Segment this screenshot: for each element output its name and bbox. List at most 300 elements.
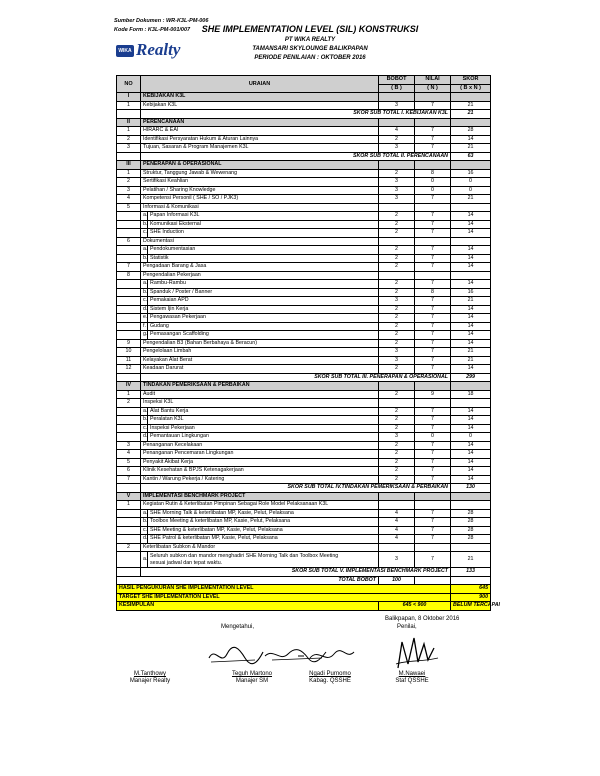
signatory-name: M.Nawaei <box>398 671 426 677</box>
summary-row <box>117 593 491 602</box>
row-value: 7 <box>415 356 451 365</box>
signatory-role: Staf QSSHE <box>395 678 429 684</box>
table-subrow <box>117 220 491 229</box>
row-weight: 2 <box>379 246 415 255</box>
empty-cell <box>451 382 491 391</box>
row-weight: 2 <box>379 254 415 263</box>
subrow-text: Peralatan K3L <box>150 416 184 423</box>
assessor-label: Penilai, <box>397 624 417 630</box>
empty-cell <box>379 161 415 170</box>
subrow-text: SHE Morning Talk & keterlibatan MP, Kasie, Pelut, Pelaksana <box>150 509 294 516</box>
empty-cell <box>117 416 141 425</box>
row-value: 7 <box>415 297 451 306</box>
table-subrow <box>117 518 491 527</box>
place-date: Balikpapan, 8 Oktober 2016 <box>385 616 460 622</box>
row-value: 7 <box>415 229 451 238</box>
row-number: 5 <box>117 203 141 212</box>
row-weight <box>379 399 415 408</box>
subrow-letter: d. <box>141 433 148 442</box>
subrow-description <box>148 229 379 238</box>
known-label: Mengetahui, <box>221 624 255 630</box>
row-score <box>451 501 491 510</box>
table-subrow <box>117 305 491 314</box>
row-weight: 4 <box>379 509 415 518</box>
row-weight: 2 <box>379 322 415 331</box>
row-value: 7 <box>415 475 451 484</box>
row-value: 7 <box>415 518 451 527</box>
row-score <box>451 203 491 212</box>
row-weight: 3 <box>379 186 415 195</box>
empty-cell <box>117 254 141 263</box>
empty-cell <box>117 407 141 416</box>
row-description: Kantin / Warung Pekerja / Katering <box>141 475 379 484</box>
row-score: 14 <box>451 416 491 425</box>
row-value: 7 <box>415 135 451 144</box>
total-weight-row <box>117 576 491 585</box>
subtotal-row <box>117 568 491 577</box>
row-weight: 2 <box>379 331 415 340</box>
subrow-text: Toolbox Meeting & keterlibatan MP, Kasie, Pelut, Pelaksana <box>150 518 291 525</box>
subtotal-label: SKOR SUB TOTAL IV.TINDAKAN PEMERIKSAAN & PERBAIKAN <box>141 484 451 493</box>
signatory <box>382 671 442 684</box>
table-row <box>117 135 491 144</box>
table-row <box>117 450 491 459</box>
table-row <box>117 339 491 348</box>
subrow-text: Seluruh subkon dan mandor menghadiri SHE Morning Talk dan Toolbox Meeting <box>150 552 339 559</box>
summary-value: 900 <box>451 593 491 602</box>
table-row <box>117 390 491 399</box>
subrow-letter: b. <box>141 416 148 425</box>
row-score: 16 <box>451 169 491 178</box>
subrow-text: SHE Induction <box>150 229 184 236</box>
row-value: 7 <box>415 348 451 357</box>
col-nilai: NILAI <box>415 76 451 85</box>
row-weight: 2 <box>379 305 415 314</box>
row-value: 0 <box>415 178 451 187</box>
table-row <box>117 169 491 178</box>
conclusion-comparison: 645 < 900 <box>379 602 451 611</box>
table-row <box>117 348 491 357</box>
col-nilai-sub: ( N ) <box>415 84 451 93</box>
row-score: 28 <box>451 518 491 527</box>
subrow-letter: b. <box>141 254 148 263</box>
subtotal-row <box>117 484 491 493</box>
empty-cell <box>117 110 141 119</box>
row-description: Struktur, Tanggung Jawab & Wewenang <box>141 169 379 178</box>
row-score: 14 <box>451 365 491 374</box>
table-row <box>117 144 491 153</box>
col-bobot: BOBOT <box>379 76 415 85</box>
empty-cell <box>117 518 141 527</box>
row-weight <box>379 237 415 246</box>
row-number: 5 <box>117 458 141 467</box>
subrow-description <box>148 254 379 263</box>
row-score: 14 <box>451 458 491 467</box>
subtotal-row <box>117 152 491 161</box>
subrow-description <box>148 314 379 323</box>
row-value: 7 <box>415 450 451 459</box>
row-score: 14 <box>451 407 491 416</box>
row-weight: 2 <box>379 288 415 297</box>
row-weight: 2 <box>379 475 415 484</box>
row-number: 11 <box>117 356 141 365</box>
signatory-name: Ngadi Purnomo <box>309 671 351 677</box>
signature-1 <box>205 640 265 670</box>
summary-row <box>117 585 491 594</box>
row-value: 7 <box>415 424 451 433</box>
subrow-letter: a. <box>141 407 148 416</box>
project-name: TAMANSARI SKYLOUNGE BALIKPAPAN <box>252 46 368 52</box>
row-value: 7 <box>415 365 451 374</box>
row-value <box>415 203 451 212</box>
row-weight: 2 <box>379 407 415 416</box>
table-subrow <box>117 535 491 544</box>
row-number: 2 <box>117 135 141 144</box>
subrow-description <box>148 212 379 221</box>
subrow-text: Pendokumentasian <box>150 246 196 253</box>
row-score: 0 <box>451 433 491 442</box>
section-title: KEBIJAKAN K3L <box>141 93 379 102</box>
row-number: 9 <box>117 339 141 348</box>
subtotal-score: 133 <box>451 568 491 577</box>
row-value: 7 <box>415 458 451 467</box>
subrow-text: Alat Bantu Kerja <box>150 407 189 414</box>
row-score <box>451 271 491 280</box>
table-subrow <box>117 246 491 255</box>
table-subrow <box>117 212 491 221</box>
row-weight: 2 <box>379 467 415 476</box>
row-description: Pengadaan Barang & Jasa <box>141 263 379 272</box>
subrow-text: Spanduk / Poster / Banner <box>150 288 213 295</box>
table-row <box>117 127 491 136</box>
signatory <box>300 671 360 684</box>
row-weight: 2 <box>379 416 415 425</box>
empty-cell <box>451 118 491 127</box>
table-row <box>117 263 491 272</box>
empty-cell <box>117 509 141 518</box>
row-score: 21 <box>451 144 491 153</box>
row-weight: 2 <box>379 458 415 467</box>
subrow-letter: c. <box>141 526 148 535</box>
signatory-role: Manajer SM <box>235 678 269 684</box>
row-score: 14 <box>451 220 491 229</box>
row-weight: 3 <box>379 101 415 110</box>
subtotal-score: 63 <box>451 152 491 161</box>
empty-cell <box>451 161 491 170</box>
row-description: Dokumentasi <box>141 237 379 246</box>
table-subrow <box>117 229 491 238</box>
row-value <box>415 399 451 408</box>
table-subrow <box>117 280 491 289</box>
row-description: Kelayakan Alat Berat <box>141 356 379 365</box>
subrow-text: Pemantauan Lingkungan <box>150 433 209 440</box>
row-score: 18 <box>451 390 491 399</box>
row-score: 21 <box>451 297 491 306</box>
row-weight: 2 <box>379 169 415 178</box>
empty-cell <box>451 492 491 501</box>
row-number: 1 <box>117 101 141 110</box>
table-subrow <box>117 331 491 340</box>
subrow-letter: f. <box>141 322 148 331</box>
row-value: 7 <box>415 339 451 348</box>
row-number: 1 <box>117 169 141 178</box>
subrow-text: Gudang <box>150 322 169 329</box>
table-subrow <box>117 526 491 535</box>
row-score: 21 <box>451 348 491 357</box>
row-value: 0 <box>415 186 451 195</box>
subrow-letter: c. <box>141 424 148 433</box>
empty-cell <box>117 314 141 323</box>
total-weight-label: TOTAL BOBOT <box>117 576 379 585</box>
table-row <box>117 365 491 374</box>
subrow-text: Papan Informasi K3L <box>150 212 200 219</box>
section-header-row <box>117 93 491 102</box>
table-row <box>117 399 491 408</box>
row-value: 7 <box>415 212 451 221</box>
table-subrow <box>117 424 491 433</box>
row-score: 14 <box>451 331 491 340</box>
empty-cell <box>117 297 141 306</box>
empty-cell <box>415 382 451 391</box>
empty-cell <box>117 229 141 238</box>
section-title: TINDAKAN PEMERIKSAAN & PERBAIKAN <box>141 382 379 391</box>
section-number: III <box>117 161 141 170</box>
subtotal-label: SKOR SUB TOTAL II. PERENCANAAN <box>141 152 451 161</box>
row-score: 14 <box>451 424 491 433</box>
section-header-row <box>117 382 491 391</box>
table-subrow <box>117 509 491 518</box>
row-score: 14 <box>451 229 491 238</box>
row-description: Klinik Kesehatan & BPJS Ketenagakerjaan <box>141 467 379 476</box>
signatory <box>120 671 180 684</box>
subrow-description <box>148 424 379 433</box>
row-weight: 3 <box>379 433 415 442</box>
subrow-letter: b. <box>141 518 148 527</box>
subrow-text: Pemasangan Scaffolding <box>150 331 209 338</box>
row-score: 14 <box>451 305 491 314</box>
row-number: 6 <box>117 467 141 476</box>
row-description: Kegiatan Rutin & Keterlibatan Pimpinan Sebagai Role Model Pelaksanaan K3L <box>141 501 379 510</box>
row-value: 7 <box>415 407 451 416</box>
row-value: 7 <box>415 526 451 535</box>
row-value: 7 <box>415 195 451 204</box>
row-weight: 2 <box>379 450 415 459</box>
row-score: 21 <box>451 101 491 110</box>
subtotal-row <box>117 110 491 119</box>
row-value: 7 <box>415 246 451 255</box>
row-value <box>415 237 451 246</box>
table-subrow <box>117 407 491 416</box>
row-number: 2 <box>117 399 141 408</box>
subrow-text-2: sesuai jadwal dan tepat waktu. <box>150 559 223 566</box>
row-value: 7 <box>415 263 451 272</box>
row-value: 0 <box>415 433 451 442</box>
row-description: Inspeksi K3L <box>141 399 379 408</box>
empty-cell <box>117 526 141 535</box>
row-value: 7 <box>415 144 451 153</box>
subrow-text: Pengawasan Pekerjaan <box>150 314 206 321</box>
signature-3 <box>296 646 356 666</box>
row-score: 21 <box>451 552 491 568</box>
row-score: 21 <box>451 356 491 365</box>
row-score <box>451 543 491 552</box>
row-number: 6 <box>117 237 141 246</box>
source-document: Sumber Dokumen : WR-K3L-PM-006 <box>114 18 209 24</box>
row-number: 1 <box>117 390 141 399</box>
document-title: SHE IMPLEMENTATION LEVEL (SIL) KONSTRUKSI <box>201 24 419 34</box>
section-number: IV <box>117 382 141 391</box>
row-description: Pengelolaan Limbah <box>141 348 379 357</box>
row-weight: 2 <box>379 424 415 433</box>
empty-cell <box>117 152 141 161</box>
row-number: 8 <box>117 271 141 280</box>
subrow-letter: b. <box>141 288 148 297</box>
row-score: 0 <box>451 178 491 187</box>
signatory-role: Manajer Realty <box>129 678 171 684</box>
subrow-description <box>148 407 379 416</box>
row-value: 7 <box>415 322 451 331</box>
company-logo <box>116 40 182 62</box>
table-subrow <box>117 254 491 263</box>
row-description: Tujuan, Sasaran & Program Manajemen K3L <box>141 144 379 153</box>
subrow-letter: a. <box>141 509 148 518</box>
row-score: 14 <box>451 467 491 476</box>
row-value: 7 <box>415 280 451 289</box>
row-score: 14 <box>451 322 491 331</box>
row-weight: 2 <box>379 280 415 289</box>
col-uraian: URAIAN <box>141 76 379 93</box>
row-weight: 4 <box>379 518 415 527</box>
table-row <box>117 467 491 476</box>
row-weight: 3 <box>379 195 415 204</box>
subtotal-row <box>117 373 491 382</box>
row-number: 7 <box>117 475 141 484</box>
subrow-description <box>148 322 379 331</box>
row-score: 14 <box>451 263 491 272</box>
table-row <box>117 186 491 195</box>
row-value: 9 <box>415 390 451 399</box>
row-value <box>415 271 451 280</box>
row-score: 14 <box>451 339 491 348</box>
section-number: I <box>117 93 141 102</box>
table-row <box>117 543 491 552</box>
table-subrow <box>117 433 491 442</box>
row-value: 8 <box>415 169 451 178</box>
row-value: 7 <box>415 441 451 450</box>
row-weight: 2 <box>379 229 415 238</box>
row-value: 7 <box>415 509 451 518</box>
row-score: 14 <box>451 212 491 221</box>
subrow-description <box>148 246 379 255</box>
table-subrow <box>117 322 491 331</box>
empty-cell <box>117 220 141 229</box>
subrow-description <box>148 305 379 314</box>
empty-cell <box>117 305 141 314</box>
row-score: 14 <box>451 254 491 263</box>
subrow-letter: a. <box>141 246 148 255</box>
row-description: Informasi & Komunikasi <box>141 203 379 212</box>
empty-cell <box>117 246 141 255</box>
signatory-name: Teguh Martono <box>231 671 273 677</box>
row-description: Penyakit Akibat Kerja <box>141 458 379 467</box>
row-weight: 2 <box>379 390 415 399</box>
subrow-letter: b. <box>141 220 148 229</box>
row-number: 4 <box>117 450 141 459</box>
empty-cell <box>415 492 451 501</box>
row-description: Pengendalian Pekerjaan <box>141 271 379 280</box>
row-description: Keterlibatan Subkon & Mandor <box>141 543 379 552</box>
row-description: Identifikasi Persyaratan Hukum & Aturan Lainnya <box>141 135 379 144</box>
row-description: Kebijakan K3L <box>141 101 379 110</box>
row-score: 28 <box>451 127 491 136</box>
row-value: 7 <box>415 305 451 314</box>
row-value <box>415 543 451 552</box>
row-score: 16 <box>451 288 491 297</box>
row-number: 7 <box>117 263 141 272</box>
subtotal-score: 21 <box>451 110 491 119</box>
row-number: 3 <box>117 186 141 195</box>
row-weight: 2 <box>379 441 415 450</box>
row-number: 12 <box>117 365 141 374</box>
table-row <box>117 178 491 187</box>
row-value: 7 <box>415 535 451 544</box>
empty-cell <box>415 118 451 127</box>
subrow-description <box>148 416 379 425</box>
signatory <box>222 671 282 684</box>
row-weight: 3 <box>379 178 415 187</box>
table-subrow <box>117 552 491 568</box>
row-score: 21 <box>451 195 491 204</box>
row-score: 28 <box>451 535 491 544</box>
col-bobot-sub: ( B ) <box>379 84 415 93</box>
row-value: 7 <box>415 254 451 263</box>
row-weight: 3 <box>379 144 415 153</box>
row-score: 14 <box>451 441 491 450</box>
row-score: 14 <box>451 475 491 484</box>
subrow-description <box>148 280 379 289</box>
empty-cell <box>117 373 141 382</box>
table-row <box>117 101 491 110</box>
section-title: PERENCANAAN <box>141 118 379 127</box>
table-row <box>117 441 491 450</box>
row-score: 14 <box>451 314 491 323</box>
row-number: 2 <box>117 178 141 187</box>
subrow-letter: g. <box>141 331 148 340</box>
row-score: 28 <box>451 526 491 535</box>
row-weight: 2 <box>379 365 415 374</box>
row-weight <box>379 203 415 212</box>
row-score <box>451 399 491 408</box>
empty-cell <box>379 118 415 127</box>
conclusion-result: BELUM TERCAPAI <box>451 602 491 611</box>
row-description: Pengendalian B3 (Bahan Berbahaya & Beracun) <box>141 339 379 348</box>
row-description: Pelatihan / Sharing Knowledge <box>141 186 379 195</box>
row-weight: 4 <box>379 526 415 535</box>
subrow-description <box>148 526 379 535</box>
conclusion-row <box>117 602 491 611</box>
subrow-description <box>148 297 379 306</box>
subrow-letter: a. <box>141 280 148 289</box>
row-weight: 4 <box>379 535 415 544</box>
row-description: Penanganan Kecelakaan <box>141 441 379 450</box>
row-number: 3 <box>117 144 141 153</box>
table-row <box>117 203 491 212</box>
table-row <box>117 237 491 246</box>
signature-4 <box>392 634 442 672</box>
empty-cell <box>117 433 141 442</box>
subrow-letter: d. <box>141 305 148 314</box>
subrow-letter: c. <box>141 297 148 306</box>
